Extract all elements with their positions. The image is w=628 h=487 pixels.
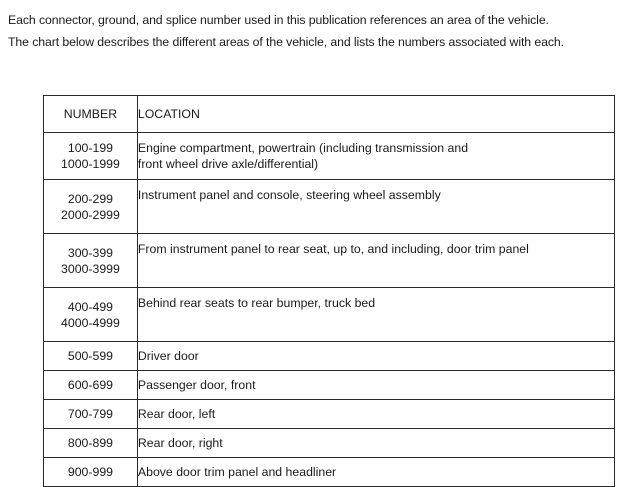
number-range: 200-299 <box>67 191 114 206</box>
number-cell: 600-699 <box>44 371 138 400</box>
number-cell: 900-999 <box>44 458 138 487</box>
table-row <box>44 342 615 371</box>
location-cell <box>137 234 614 288</box>
table-row <box>44 133 615 180</box>
location-table <box>43 95 615 487</box>
location-cell <box>137 133 614 180</box>
location-text-continued: front wheel drive axle/differential) <box>137 157 319 171</box>
location-column-header: LOCATION <box>137 96 614 133</box>
table-row <box>44 429 615 458</box>
table-row <box>44 458 615 487</box>
number-range-extended: 4000-4999 <box>61 315 120 330</box>
table-row <box>44 400 615 429</box>
number-range: 100-199 <box>67 141 114 155</box>
table-header-row <box>44 96 615 133</box>
table-row <box>44 180 615 234</box>
number-cell <box>44 234 138 288</box>
location-text: Instrument panel and console, steering wheel assembly <box>137 188 441 202</box>
number-cell <box>44 288 138 342</box>
intro-line-1: Each connector, ground, and splice number used in this publication references an area of the vehicle. <box>8 13 549 27</box>
number-cell <box>44 180 138 234</box>
number-cell: 700-799 <box>44 400 138 429</box>
location-cell <box>137 288 614 342</box>
location-cell <box>137 180 614 234</box>
intro-line-2: The chart below describes the different areas of the vehicle, and lists the numbers associated with each. <box>8 35 564 49</box>
table-row <box>44 234 615 288</box>
location-text: Behind rear seats to rear bumper, truck bed <box>137 296 376 310</box>
number-cell: 500-599 <box>44 342 138 371</box>
number-cell <box>44 133 138 180</box>
number-range-extended: 1000-1999 <box>61 157 120 171</box>
location-cell: Above door trim panel and headliner <box>137 458 614 487</box>
location-text: Engine compartment, powertrain (including transmission and <box>137 141 469 155</box>
number-range: 400-499 <box>67 299 114 314</box>
location-text: From instrument panel to rear seat, up to, and including, door trim panel <box>137 242 529 256</box>
intro-paragraph <box>8 9 620 53</box>
number-range-extended: 2000-2999 <box>61 207 120 222</box>
location-cell: Rear door, left <box>137 400 614 429</box>
table-row <box>44 288 615 342</box>
location-cell: Passenger door, front <box>137 371 614 400</box>
number-cell: 800-899 <box>44 429 138 458</box>
table-row <box>44 371 615 400</box>
number-range: 300-399 <box>67 245 114 260</box>
location-cell: Driver door <box>137 342 614 371</box>
number-range-extended: 3000-3999 <box>61 261 120 276</box>
location-cell: Rear door, right <box>137 429 614 458</box>
number-column-header: NUMBER <box>44 96 138 133</box>
